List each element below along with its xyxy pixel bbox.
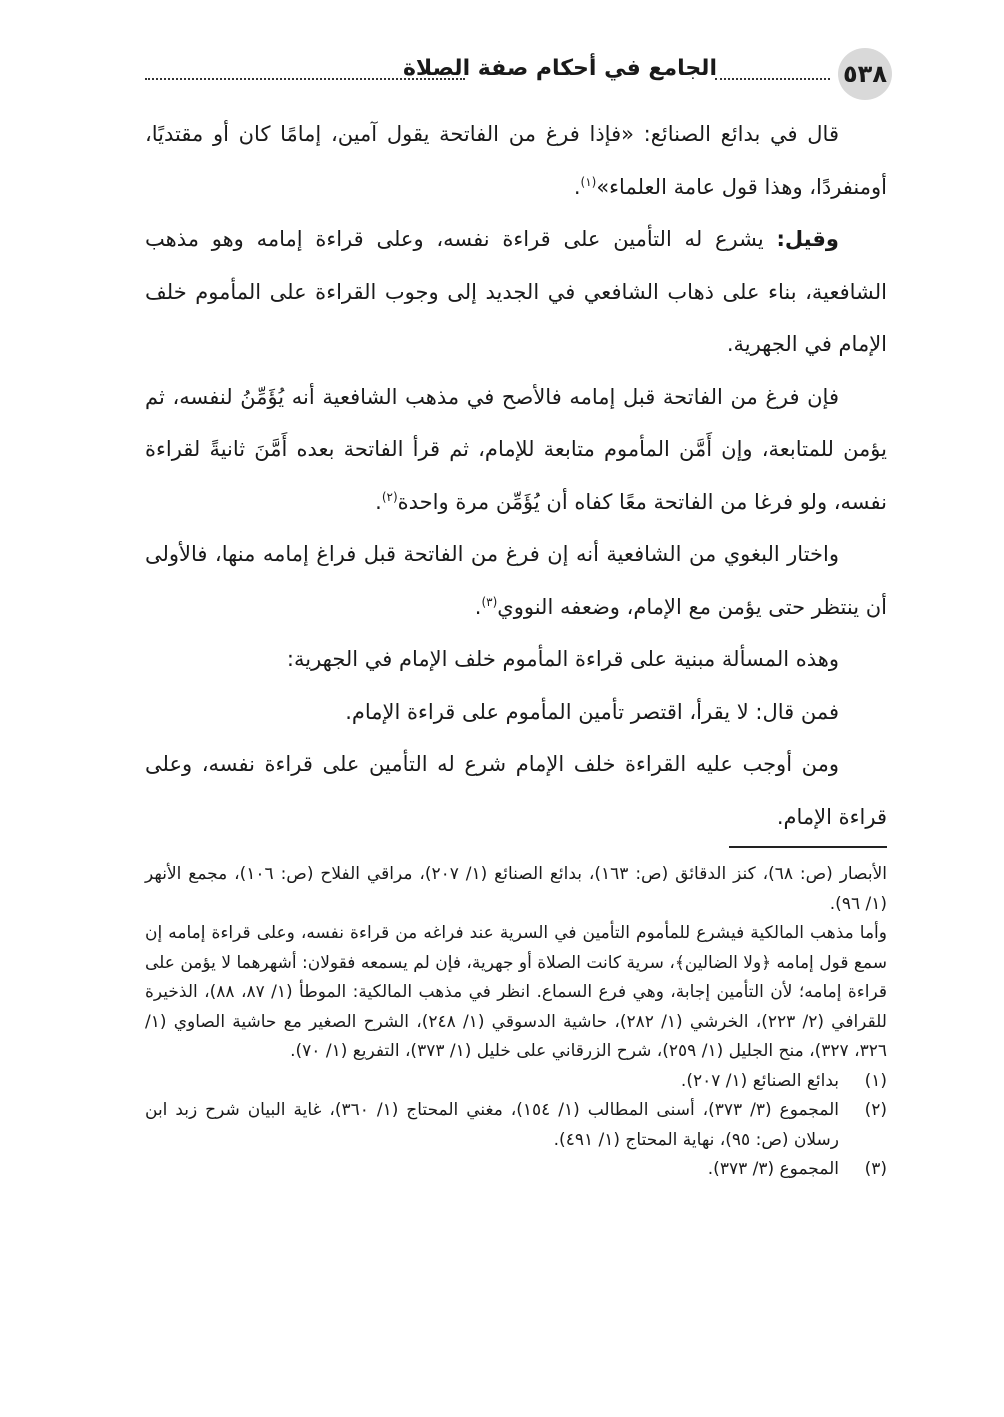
footnote-ref-3: (٣) bbox=[481, 594, 498, 609]
paragraph-3-text: فإن فرغ من الفاتحة قبل إمامه فالأصح في مذهب الشافعية أنه يُؤَمِّنُ لنفسه، ثم يؤمن للمتابعة، وإن أَمَّن المأموم متابعة للإمام، ثم قرأ الفاتحة بعده أَمَّنَ ثانيةً لقراءة نفسه، ولو فرغا من الفاتحة معًا كفاه أن يُؤَمِّن مرة واحدة bbox=[145, 384, 887, 514]
footnote-number: (٣) bbox=[864, 1159, 887, 1179]
footnote-separator bbox=[729, 846, 887, 848]
footnote-ref-2: (٢) bbox=[381, 489, 398, 504]
paragraph-1-end: . bbox=[573, 174, 581, 199]
header-dotted-leader-left bbox=[145, 78, 465, 80]
paragraph-1-text: قال في بدائع الصنائع: «فإذا فرغ من الفاتحة يقول آمين، إمامًا كان أو مقتديًا، أومنفردًا، وهذا قول عامة العلماء» bbox=[145, 122, 887, 199]
main-text bbox=[145, 108, 887, 843]
footnote-number: (١) bbox=[864, 1070, 887, 1091]
page-number: ٥٣٨ bbox=[838, 48, 892, 100]
footnote-2 bbox=[145, 1096, 887, 1155]
footnote-1 bbox=[145, 1067, 887, 1097]
footnotes bbox=[145, 860, 887, 1185]
running-title: الجامع في أحكام صفة الصلاة bbox=[402, 56, 717, 81]
paragraph-1 bbox=[145, 108, 887, 213]
footnote-text: المجموع (٣/ ٣٧٣)، أسنى المطالب (١/ ١٥٤)، مغني المحتاج (١/ ٣٦٠)، غاية البيان شرح زبد ابن رسلان (ص: ٩٥)، نهاية المحتاج (١/ ٤٩١). bbox=[145, 1100, 840, 1150]
paragraph-4 bbox=[145, 528, 887, 633]
paragraph-2-text: يشرع له التأمين على قراءة نفسه، وعلى قراءة إمامه وهو مذهب الشافعية، بناء على ذهاب الشافعي في الجديد إلى وجوب القراءة على المأموم خلف الإمام في الجهرية. bbox=[145, 227, 887, 356]
paragraph-2-lead: وقيل: bbox=[776, 227, 839, 251]
footnote-3 bbox=[145, 1155, 887, 1185]
header-dotted-leader-right bbox=[715, 78, 830, 80]
page-header bbox=[145, 48, 892, 100]
paragraph-4-end: . bbox=[474, 594, 482, 619]
paragraph-3 bbox=[145, 371, 887, 529]
paragraph-4-text: واختار البغوي من الشافعية أنه إن فرغ من الفاتحة قبل فراغ إمامه منها، فالأولى أن ينتظر حتى يؤمن مع الإمام، وضعفه النووي bbox=[145, 542, 887, 619]
paragraph-7: ومن أوجب عليه القراءة خلف الإمام شرع له التأمين على قراءة نفسه، وعلى قراءة الإمام. bbox=[145, 752, 887, 829]
footnote-carryover-1: الأبصار (ص: ٦٨)، كنز الدقائق (ص: ١٦٣)، بدائع الصنائع (١/ ٢٠٧)، مراقي الفلاح (ص: ١٠٦)، مجمع الأنهر (١/ ٩٦). bbox=[145, 864, 888, 914]
paragraph-5: وهذه المسألة مبنية على قراءة المأموم خلف الإمام في الجهرية: bbox=[286, 647, 839, 671]
footnote-text: بدائع الصنائع (١/ ٢٠٧). bbox=[680, 1070, 839, 1091]
footnote-carryover-2: وأما مذهب المالكية فيشرع للمأموم التأمين في السرية عند فراغه من قراءة نفسه، وعلى قراءة إمامه إن سمع قول إمامه ﴿ولا الضالين﴾، سرية كانت الصلاة أو جهرية، فإن لم يسمعه فقولان: أشهرهما لا يؤمن على قراءة إمامه؛ لأن التأمين إجابة، وهي فرع السماع. انظر في مذهب المالكية: الموطأ (١/ ٨٧، ٨٨)، الذخيرة للقرافي (٢/ ٢٢٣)، الخرشي (١/ ٢٨٢)، حاشية الدسوقي (١/ ٢٤٨)، الشرح الصغير مع حاشية الصاوي (١/ ٣٢٦، ٣٢٧)، منح الجليل (١/ ٢٥٩)، شرح الزرقاني على خليل (١/ ٣٧٣)، التفريع (١/ ٧٠). bbox=[145, 923, 887, 1061]
footnote-ref-1: (١) bbox=[580, 174, 597, 189]
paragraph-6: فمن قال: لا يقرأ، اقتصر تأمين المأموم على قراءة الإمام. bbox=[345, 699, 839, 724]
paragraph-2 bbox=[145, 213, 887, 371]
footnote-number: (٢) bbox=[864, 1100, 887, 1120]
paragraph-3-end: . bbox=[375, 489, 382, 514]
footnote-text: المجموع (٣/ ٣٧٣). bbox=[707, 1159, 839, 1179]
